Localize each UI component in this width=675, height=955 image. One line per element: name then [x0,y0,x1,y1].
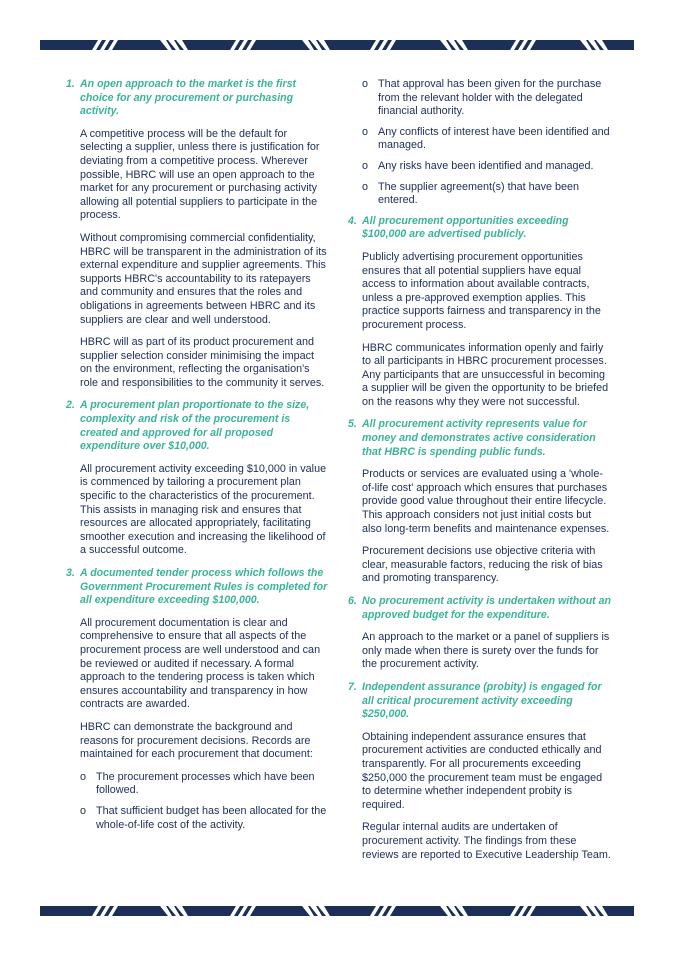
principle-heading-text: A documented tender process which follows the Government Procurement Rules is completed for all expenditure exceeding $100,000. [80,567,328,607]
principle-number: 4. [348,214,357,227]
bullet-marker: o [362,125,369,138]
bullet-marker: o [362,78,369,90]
list-item [362,126,612,153]
paragraph: All procurement activity exceeding $10,000 in value is commenced by tailoring a procurement plan specific to the characteristics of the procurement. This assists in managing risk and ensures that resources are allocated appropriately, facilitating smoother execution and increasing the likelihood of a successful outcome. [80,462,327,557]
list-item-text: That sufficient budget has been allocated for the whole-of-life cost of the activity. [96,804,327,831]
principle-6-heading [348,595,612,622]
principle-3 [66,567,328,832]
bullet-marker: o [362,159,369,172]
list-item [80,771,328,798]
paragraph: A competitive process will be the default for selecting a supplier, unless there is justification for deviating from a competitive process. Wherever possible, HBRC will use an open approach to the market for any procurement or purchasing activity allowing all potential suppliers to participate in the process. [80,127,320,222]
bullet-marker: o [80,804,87,817]
principle-5-heading [348,418,612,459]
principle-6 [348,595,612,672]
principle-heading-text: A procurement plan proportionate to the size, complexity and risk of the procurement is created and approved for all proposed expenditure over $10,000. [80,399,310,453]
principle-number: 3. [66,567,75,579]
paragraph: Publicly advertising procurement opportunities ensures that all potential suppliers have equal access to information about available contracts, unless a pre-approved exemption applies. This practice supports fairness and transparency in the procurement process. [362,250,601,331]
list-item-text: Any conflicts of interest have been identified and managed. [378,125,610,152]
principle-1-heading [66,78,328,119]
principle-2 [66,399,328,558]
principle-number: 6. [348,595,357,607]
paragraph: HBRC communicates information openly and fairly to all participants in HBRC procurement processes. Any participants that are unsuccessful in becoming a supplier will be given the opportunity to be briefed on the reasons why they were not successful. [362,341,609,408]
bottom-decorative-band [40,906,634,916]
paragraph: Obtaining independent assurance ensures that procurement activities are conducted ethically and transparently. For all procurements exceeding $250,000 the procurement team must be engaged to determine whether independent probity is required. [362,730,603,811]
principle-heading-text: No procurement activity is undertaken without an approved budget for the expenditure. [362,595,611,621]
principle-7-heading [348,681,612,722]
paragraph: Without compromising commercial confidentiality, HBRC will be transparent in the administration of its external expenditure and supplier agreements. This supports HBRC's accountability to its ratepayers and community and ensures that the roles and obligations in agreements between HBRC and its suppliers are clear and well understood. [80,231,327,326]
principle-7 [348,681,612,862]
principle-heading-text: An open approach to the market is the first choice for any procurement or purchasing activity. [80,78,297,118]
paragraph: An approach to the market or a panel of suppliers is only made when there is surety over the funds for the procurement activity. [362,631,610,671]
principle-2-heading [66,399,328,453]
paragraph: Products or services are evaluated using a 'whole-of-life cost' approach which ensures that purchases provide good value throughout their entire lifecycle. This approach considers not just initial costs but also long-term benefits and maintenance expenses. [362,468,610,535]
record-list [80,771,328,832]
principle-4-heading [348,215,612,242]
principle-heading-text: All procurement opportunities exceeding $100,000 are advertised publicly. [362,214,569,241]
right-column [348,78,612,871]
paragraph: All procurement documentation is clear and comprehensive to ensure that all aspects of the procurement process are well understood and can be reviewed or audited if necessary. A formal approach to the tendering process is taken which ensures accountability and transparency in how contracts are awarded. [80,616,321,711]
top-decorative-band [40,40,634,50]
list-item [80,805,328,832]
principle-number: 2. [66,399,75,412]
bullet-marker: o [362,180,369,193]
list-item [362,181,612,208]
principle-number: 1. [66,78,75,90]
list-item-text: Any risks have been identified and managed. [378,159,594,172]
principle-heading-text: All procurement activity represents value for money and demonstrates active consideration that HBRC is spending public funds. [362,418,596,458]
principle-number: 7. [348,680,357,693]
bullet-marker: o [80,770,87,783]
list-item-text: That approval has been given for the purchase from the relevant holder with the delegated financial authority. [378,78,602,118]
paragraph: HBRC can demonstrate the background and reasons for procurement decisions. Records are maintained for each procurement that document: [80,720,313,761]
list-item [362,78,612,119]
principle-number: 5. [348,418,357,431]
paragraph: Regular internal audits are undertaken of procurement activity. The findings from these reviews are reported to Executive Leadership Team. [362,821,611,861]
list-item-text: The supplier agreement(s) that have been entered. [378,180,580,207]
paragraph: Procurement decisions use objective criteria with clear, measurable factors, reducing the risk of bias and promoting transparency. [362,545,603,585]
list-item [362,160,612,174]
principle-5 [348,418,612,586]
list-item-text: The procurement processes which have been followed. [96,770,315,797]
principle-heading-text: Independent assurance (probity) is engaged for all critical procurement activity exceeding $250,000. [362,680,602,721]
paragraph: HBRC will as part of its product procurement and supplier selection consider minimising the impact on the environment, reflecting the organisation's role and responsibilities to the community it serves. [80,336,325,389]
record-list-continued [362,78,612,208]
principle-1 [66,78,328,390]
principle-3-heading [66,567,328,608]
left-column [66,78,328,840]
principle-4 [348,215,612,410]
